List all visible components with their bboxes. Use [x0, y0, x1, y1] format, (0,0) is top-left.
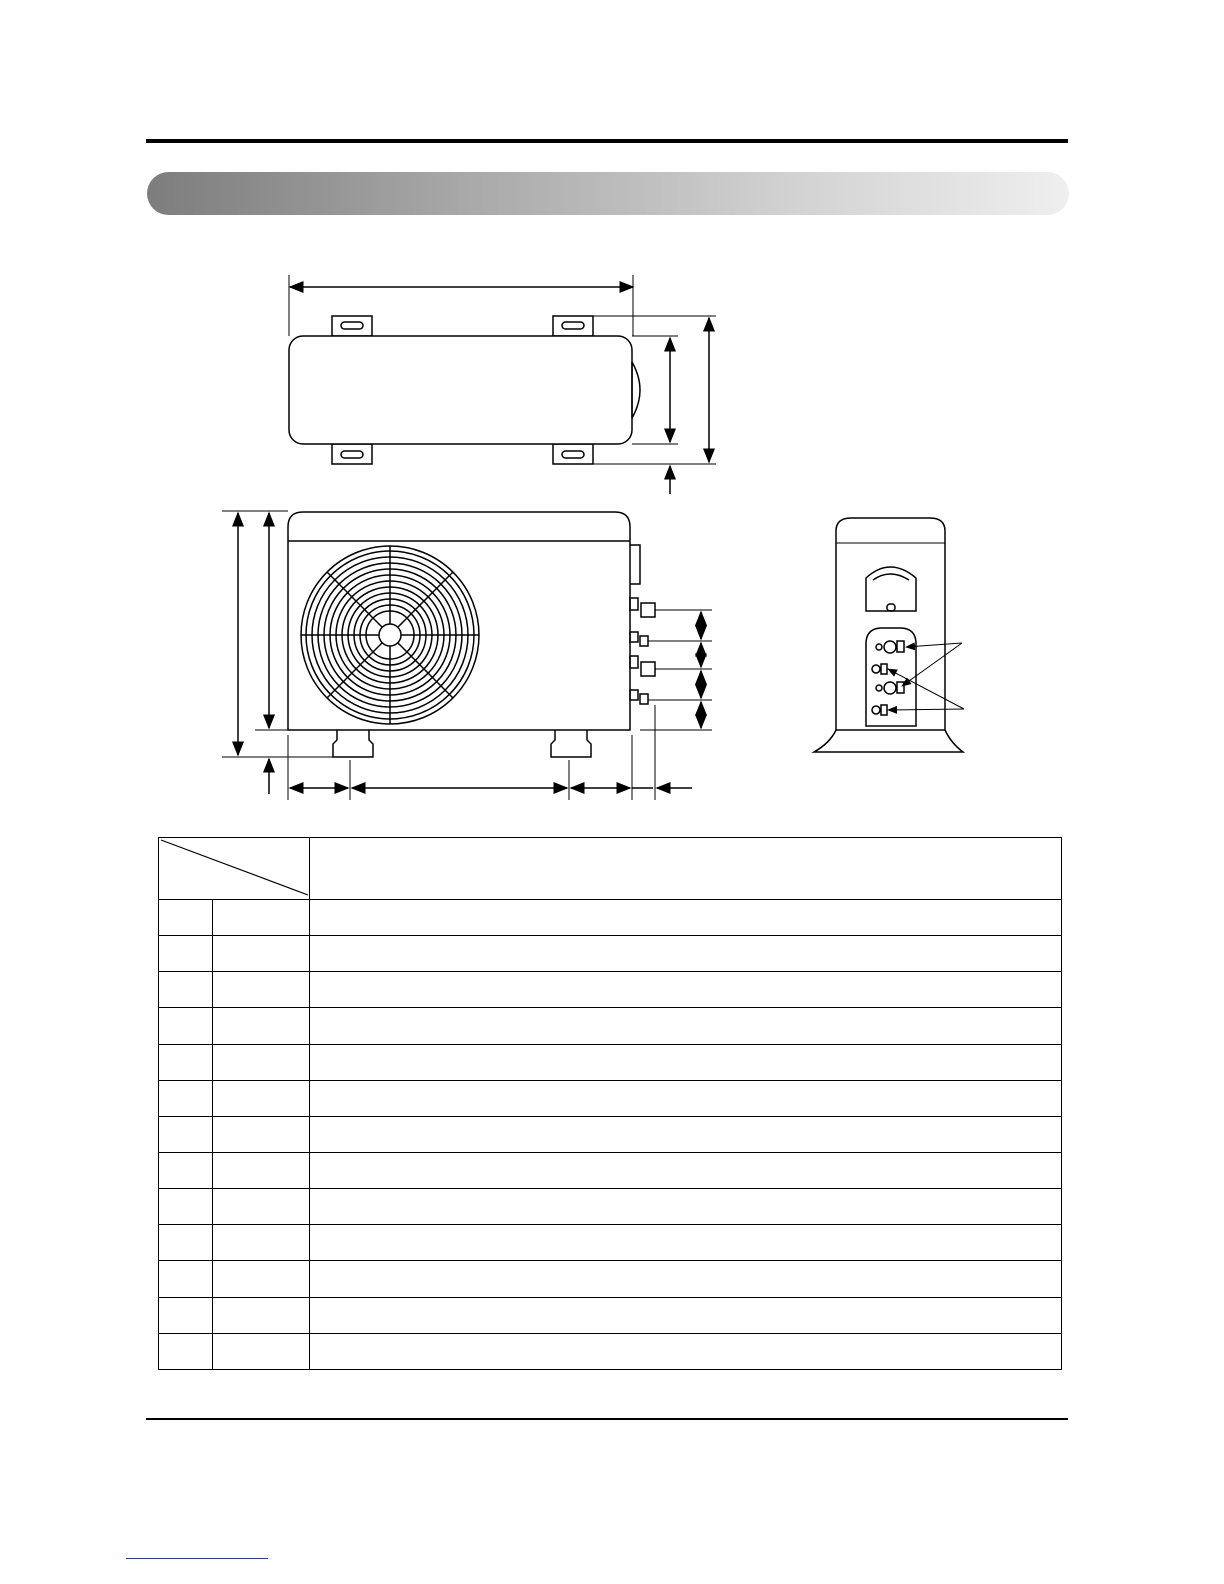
row-item: [213, 1261, 310, 1297]
row-value: [310, 1044, 1062, 1080]
table-row: [159, 1225, 1062, 1261]
row-item: [213, 1116, 310, 1152]
front-foot-left: [333, 730, 373, 757]
table-row: [159, 1044, 1062, 1080]
row-value: [310, 1152, 1062, 1188]
side-body: [836, 518, 945, 730]
top-body: [289, 336, 632, 444]
row-item: [213, 1189, 310, 1225]
row-item: [213, 1225, 310, 1261]
specification-table: [158, 837, 1062, 1370]
row-item: [213, 1080, 310, 1116]
row-mark: [159, 1008, 213, 1044]
row-mark: [159, 1297, 213, 1333]
row-item: [213, 972, 310, 1008]
row-mark: [159, 1116, 213, 1152]
row-value: [310, 1116, 1062, 1152]
service-valves: [630, 598, 655, 704]
footer-rule: [146, 1418, 1068, 1420]
front-foot-right: [551, 730, 591, 757]
table-row: [159, 1008, 1062, 1044]
row-item: [213, 1152, 310, 1188]
row-mark: [159, 1044, 213, 1080]
row-mark: [159, 1189, 213, 1225]
row-item: [213, 1333, 310, 1369]
row-mark: [159, 936, 213, 972]
front-view: [222, 511, 712, 800]
row-item: [213, 1044, 310, 1080]
row-value: [310, 1189, 1062, 1225]
table-row: [159, 1333, 1062, 1369]
table-row: [159, 899, 1062, 935]
table-row: [159, 1116, 1062, 1152]
table-row: [159, 1080, 1062, 1116]
row-item: [213, 936, 310, 972]
row-item: [213, 1297, 310, 1333]
diagonal-divider: [159, 838, 310, 897]
row-value: [310, 1080, 1062, 1116]
side-view: [814, 518, 964, 752]
row-value: [310, 899, 1062, 935]
row-value: [310, 972, 1062, 1008]
table-header-row: [159, 838, 1062, 900]
row-mark: [159, 972, 213, 1008]
row-item: [213, 1008, 310, 1044]
footer-link-underline[interactable]: [126, 1558, 268, 1559]
row-value: [310, 1008, 1062, 1044]
table-row: [159, 1152, 1062, 1188]
row-item: [213, 899, 310, 935]
row-mark: [159, 1225, 213, 1261]
table-row: [159, 936, 1062, 972]
side-base: [814, 730, 963, 752]
foot-top-left: [332, 316, 372, 336]
table-row: [159, 1297, 1062, 1333]
front-body: [288, 512, 630, 730]
row-value: [310, 936, 1062, 972]
row-mark: [159, 1080, 213, 1116]
table-row: [159, 1261, 1062, 1297]
table-row: [159, 972, 1062, 1008]
table-row: [159, 1189, 1062, 1225]
row-value: [310, 1297, 1062, 1333]
row-value: [310, 1225, 1062, 1261]
row-value: [310, 1261, 1062, 1297]
row-value: [310, 1333, 1062, 1369]
row-mark: [159, 1152, 213, 1188]
foot-bottom-right: [553, 444, 593, 464]
row-mark: [159, 1333, 213, 1369]
table-corner-cell: [159, 838, 310, 900]
foot-top-right: [553, 316, 593, 336]
foot-bottom-left: [332, 444, 372, 464]
table-header-model: [310, 838, 1062, 900]
top-view: [289, 275, 716, 494]
row-mark: [159, 1261, 213, 1297]
row-mark: [159, 899, 213, 935]
